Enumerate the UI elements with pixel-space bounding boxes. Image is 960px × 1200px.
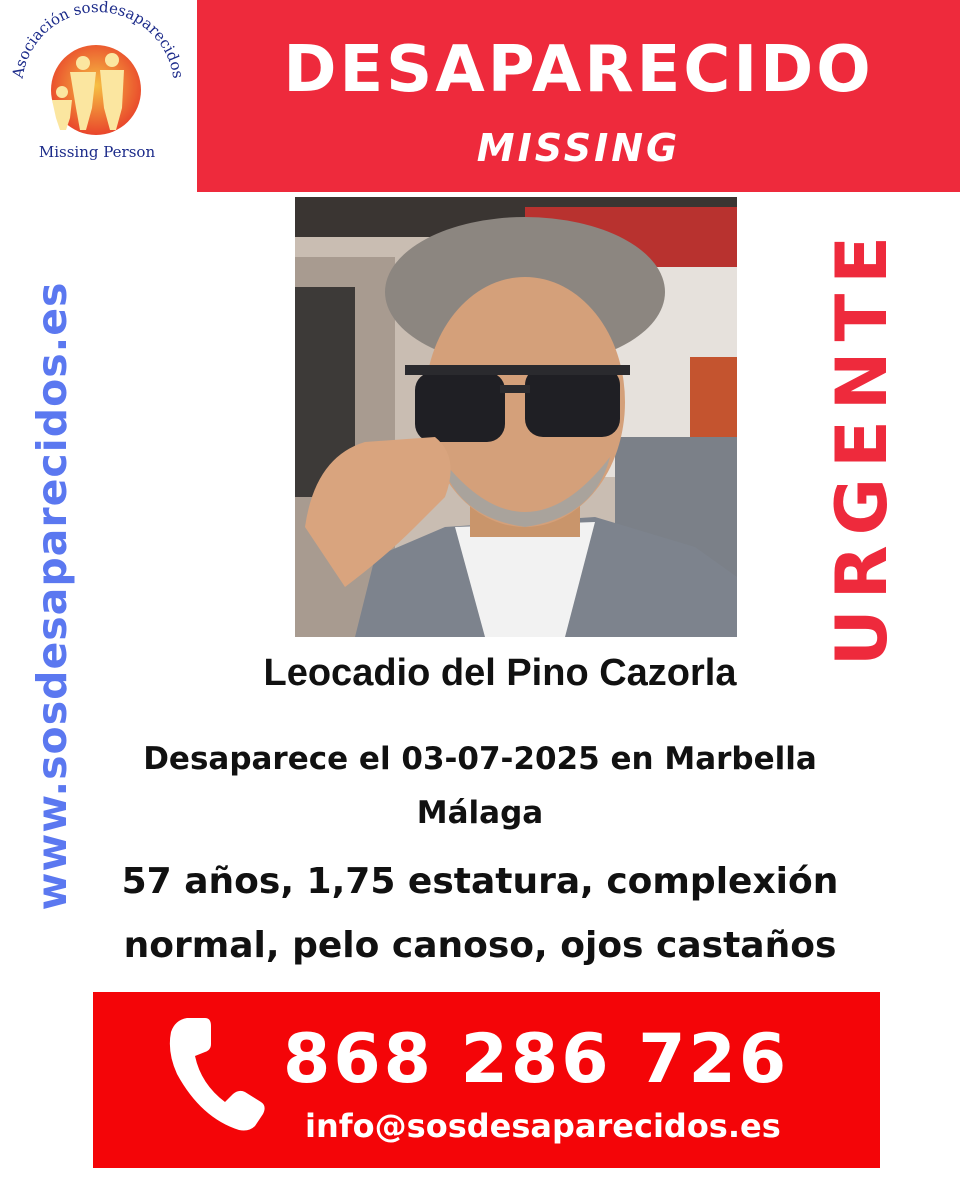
family-figures-logo-icon <box>0 0 195 192</box>
person-portrait-icon <box>295 197 737 637</box>
website-text[interactable]: www.sosdesaparecidos.es <box>28 281 76 911</box>
description-line-1: 57 años, 1,75 estatura, complexión <box>121 861 839 902</box>
person-name: Leocadio del Pino Cazorla <box>263 652 737 694</box>
logo-caption: Missing Person <box>38 143 156 161</box>
email-address[interactable]: info@sosdesaparecidos.es <box>305 1107 781 1145</box>
disappearance-province: Málaga <box>416 795 544 831</box>
disappearance-date-place: Desaparece el 03-07-2025 en Marbella <box>143 741 817 777</box>
urgent-text: URGENTE <box>821 225 903 667</box>
header-subtitle: MISSING <box>476 126 681 170</box>
header-banner <box>197 0 960 192</box>
organization-logo <box>0 0 195 192</box>
header-title: DESAPARECIDO <box>283 33 874 107</box>
missing-person-photo <box>295 197 737 637</box>
logo-org-name: Asociación sosdesaparecidos <box>8 0 188 80</box>
phone-number[interactable]: 868 286 726 <box>283 1020 790 1099</box>
phone-icon <box>161 1014 271 1134</box>
contact-banner <box>93 992 880 1168</box>
description-line-2: normal, pelo canoso, ojos castaños <box>123 925 837 966</box>
